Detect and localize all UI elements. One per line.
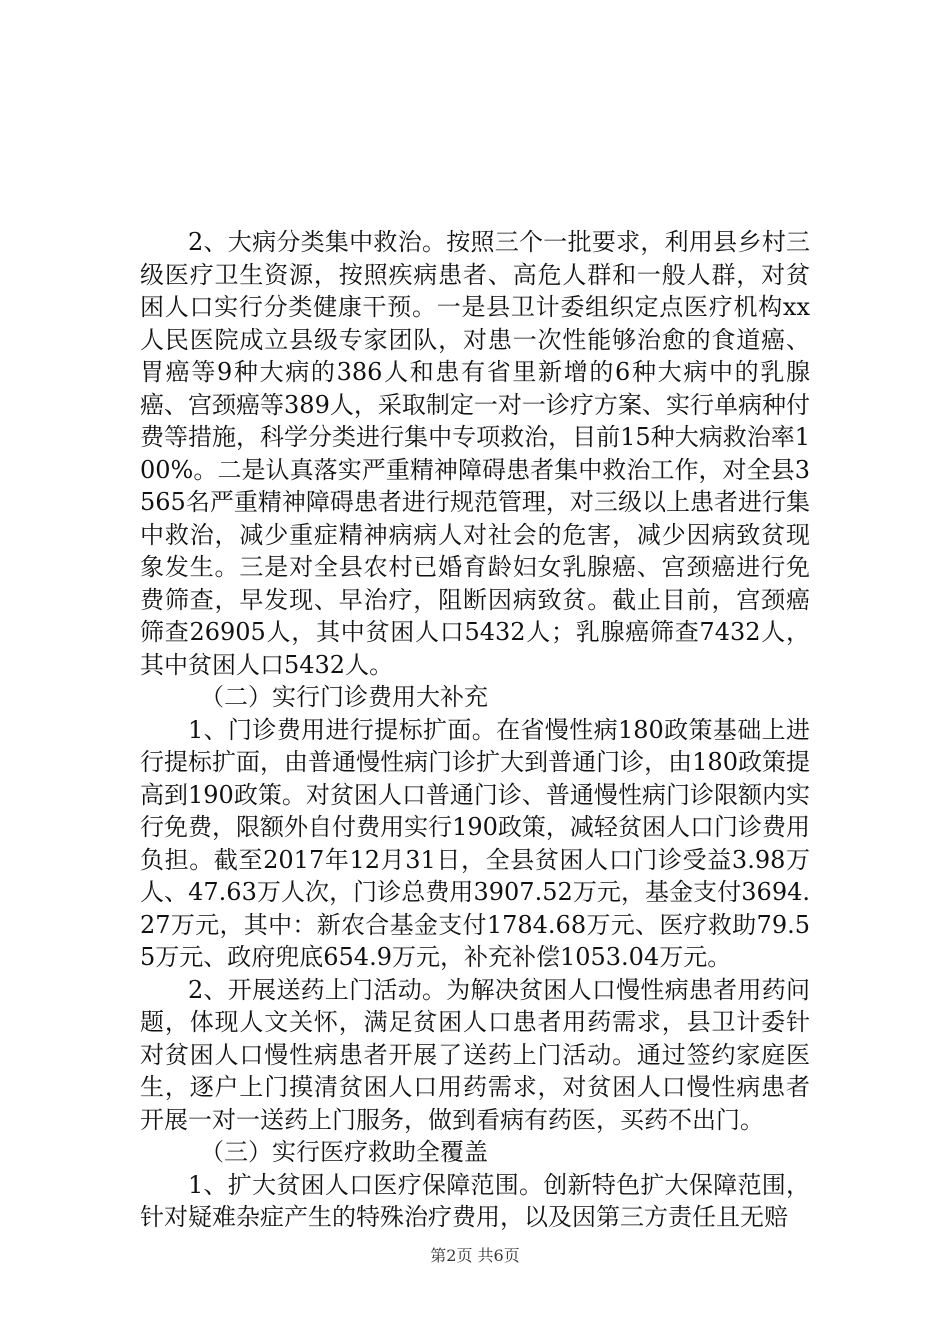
paragraph-coverage-expansion: 1、扩大贫困人口医疗保障范围。创新特色扩大保障范围，针对疑难杂症产生的特殊治疗费用，以及因第三方责任且无赔 bbox=[140, 1170, 810, 1231]
document-body bbox=[140, 226, 810, 1234]
paragraph-outpatient-expansion: 1、门诊费用进行提标扩面。在省慢性病180政策基础上进行提标扩面，由普通慢性病门诊扩大到普通门诊，由180政策提高到190政策。对贫困人口普通门诊、普通慢性病门诊限额内实行免费，限额外自付费用实行190政策，减轻贫困人口门诊费用负担。截至2017年12月31日，全县贫困人口门诊受益3.98万人、47.63万人次，门诊总费用3907.52万元，基金支付3694.27万元，其中：新农合基金支付1784.68万元、医疗救助79.55万元、政府兜底654.9万元，补充补偿1053.04万元。 bbox=[140, 715, 810, 971]
section-heading-medical-aid: （三）实行医疗救助全覆盖 bbox=[200, 1138, 488, 1166]
section-heading-outpatient: （二）实行门诊费用大补充 bbox=[200, 683, 488, 711]
paragraph-major-disease-treatment: 2、大病分类集中救治。按照三个一批要求，利用县乡村三级医疗卫生资源，按照疾病患者、高危人群和一般人群，对贫困人口实行分类健康干预。一是县卫计委组织定点医疗机构xx人民医院成立县级专家团队，对患一次性能够治愈的食道癌、胃癌等9种大病的386人和患有省里新增的6种大病中的乳腺癌、宫颈癌等389人，采取制定一对一诊疗方案、实行单病种付费等措施，科学分类进行集中专项救治，目前15种大病救治率100%。二是认真落实严重精神障碍患者集中救治工作，对全县3565名严重精神障碍患者进行规范管理，对三级以上患者进行集中救治，减少重症精神病病人对社会的危害，减少因病致贫现象发生。三是对全县农村已婚育龄妇女乳腺癌、宫颈癌进行免费筛查，早发现、早治疗，阻断因病致贫。截止目前，宫颈癌筛查26905人，其中贫困人口5432人；乳腺癌筛查7432人，其中贫困人口5432人。 bbox=[140, 228, 810, 679]
paragraph-medicine-delivery: 2、开展送药上门活动。为解决贫困人口慢性病患者用药问题，体现人文关怀，满足贫困人口患者用药需求，县卫计委针对贫困人口慢性病患者开展了送药上门活动。通过签约家庭医生，逐户上门摸清贫困人口用药需求，对贫困人口慢性病患者开展一对一送药上门服务，做到看病有药医，买药不出门。 bbox=[140, 975, 810, 1134]
page-number-footer: 第2页 共6页 bbox=[430, 1246, 520, 1265]
